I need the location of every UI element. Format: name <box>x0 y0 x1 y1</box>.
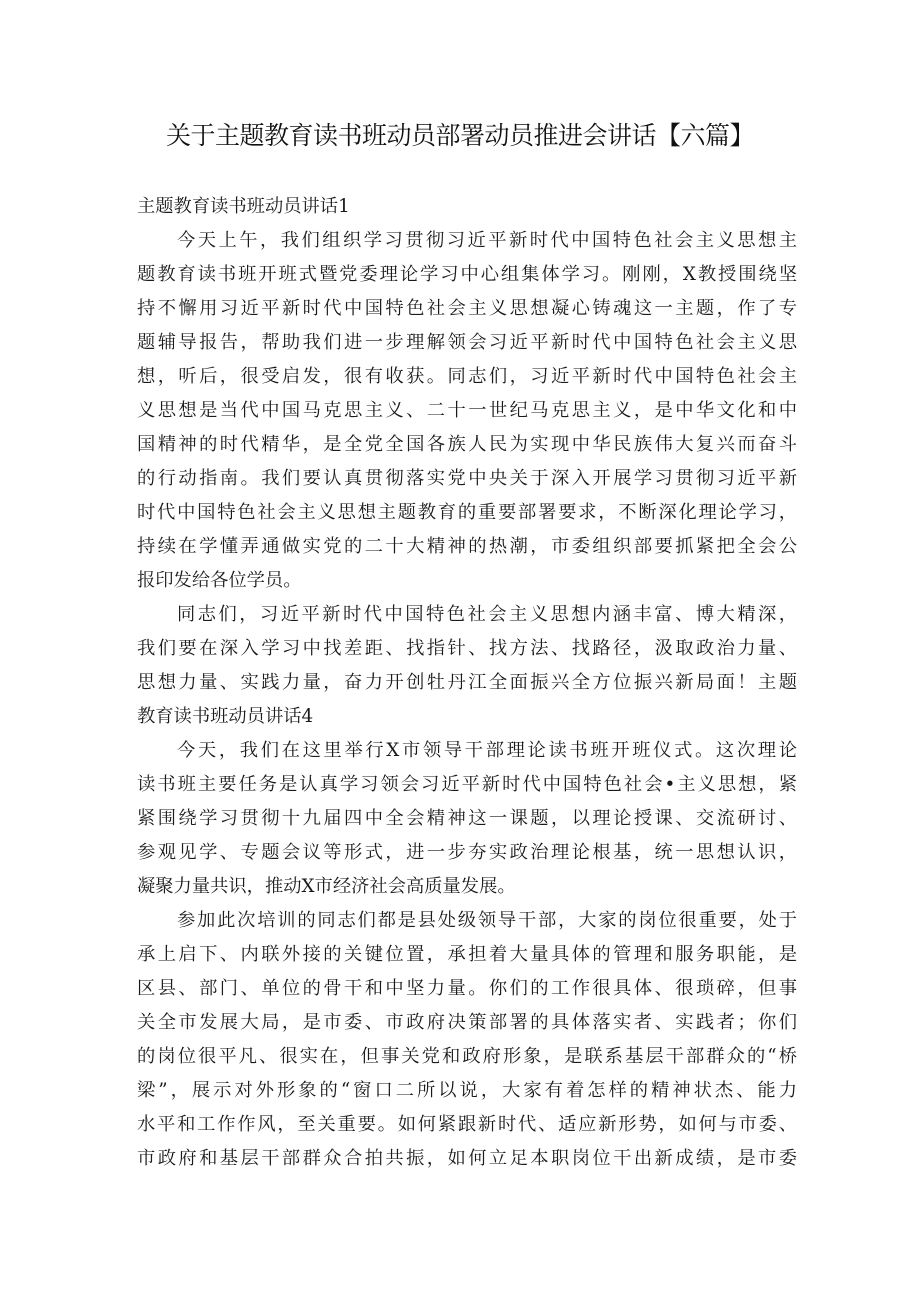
body-line: 紧围绕学习贯彻十九届四中全会精神这一课题，以理论授课、交流研讨、 <box>137 808 797 829</box>
body-line: 凝聚力量共识，推动X市经济社会高质量发展。 <box>137 876 516 897</box>
body-line: 参观见学、专题会议等形式，进一步夯实政治理论根基，统一思想认识， <box>137 842 797 863</box>
body-line: 关全市发展大局，是市委、市政府决策部署的具体落实者、实践者；你们 <box>137 1012 797 1033</box>
body-line: 读书班主要任务是认真学习领会习近平新时代中国特色社会•主义思想，紧 <box>137 774 797 795</box>
body-line: 国精神的时代精华，是全党全国各族人民为实现中华民族伟大复兴而奋斗 <box>137 434 797 455</box>
body-line: 承上启下、内联外接的关键位置，承担着大量具体的管理和服务职能，是 <box>137 944 797 965</box>
body-line: 持续在学懂弄通做实党的二十大精神的热潮，市委组织部要抓紧把全会公 <box>137 536 797 557</box>
body-line: 水平和工作作风，至关重要。如何紧跟新时代、适应新形势，如何与市委、 <box>137 1114 797 1135</box>
body-line: 题辅导报告，帮助我们进一步理解领会习近平新时代中国特色社会主义思 <box>137 332 797 353</box>
body-line: 区县、部门、单位的骨干和中坚力量。你们的工作很具体、很琐碎，但事 <box>137 978 797 999</box>
body-line: 题教育读书班开班式暨党委理论学习中心组集体学习。刚刚，X教授围绕坚 <box>137 264 797 285</box>
section-heading: 主题教育读书班动员讲话1 <box>137 196 350 217</box>
body-line: 梁”，展示对外形象的“窗口二所以说，大家有着怎样的精神状杰、能力 <box>137 1080 797 1101</box>
body-line: 持不懈用习近平新时代中国特色社会主义思想凝心铸魂这一主题，作了专 <box>137 298 797 319</box>
document-title: 关于主题教育读书班动员部署动员推进会讲话【六篇】 <box>165 121 754 150</box>
body-line: 时代中国特色社会主义思想主题教育的重要部署要求，不断深化理论学习， <box>137 502 797 523</box>
body-line: 今天，我们在这里举行X市领导干部理论读书班开班仪式。这次理论 <box>177 740 797 761</box>
body-line: 市政府和基层干部群众合拍共振，如何立足本职岗位干出新成绩，是市委 <box>137 1148 797 1169</box>
body-line: 参加此次培训的同志们都是县处级领导干部，大家的岗位很重要，处于 <box>177 910 797 931</box>
body-line: 思想力量、实践力量，奋力开创牡丹江全面振兴全方位振兴新局面！主题 <box>137 672 797 693</box>
body-line: 义思想是当代中国马克思主义、二十一世纪马克思主义，是中华文化和中 <box>137 400 797 421</box>
body-line: 同志们，习近平新时代中国特色社会主义思想内涵丰富、博大精深， <box>177 604 797 625</box>
body-line: 的行动指南。我们要认真贯彻落实党中央关于深入开展学习贯彻习近平新 <box>137 468 797 489</box>
body-line: 今天上午，我们组织学习贯彻习近平新时代中国特色社会主义思想主 <box>177 230 797 251</box>
body-line: 想，听后，很受启发，很有收获。同志们，习近平新时代中国特色社会主 <box>137 366 797 387</box>
section-heading: 教育读书班动员讲话4 <box>137 706 314 727</box>
body-line: 的岗位很平凡、很实在，但事关党和政府形象，是联系基层干部群众的“桥 <box>137 1046 797 1067</box>
body-line: 我们要在深入学习中找差距、找指针、找方法、找路径，汲取政治力量、 <box>137 638 797 659</box>
body-line: 报印发给各位学员。 <box>137 570 302 591</box>
